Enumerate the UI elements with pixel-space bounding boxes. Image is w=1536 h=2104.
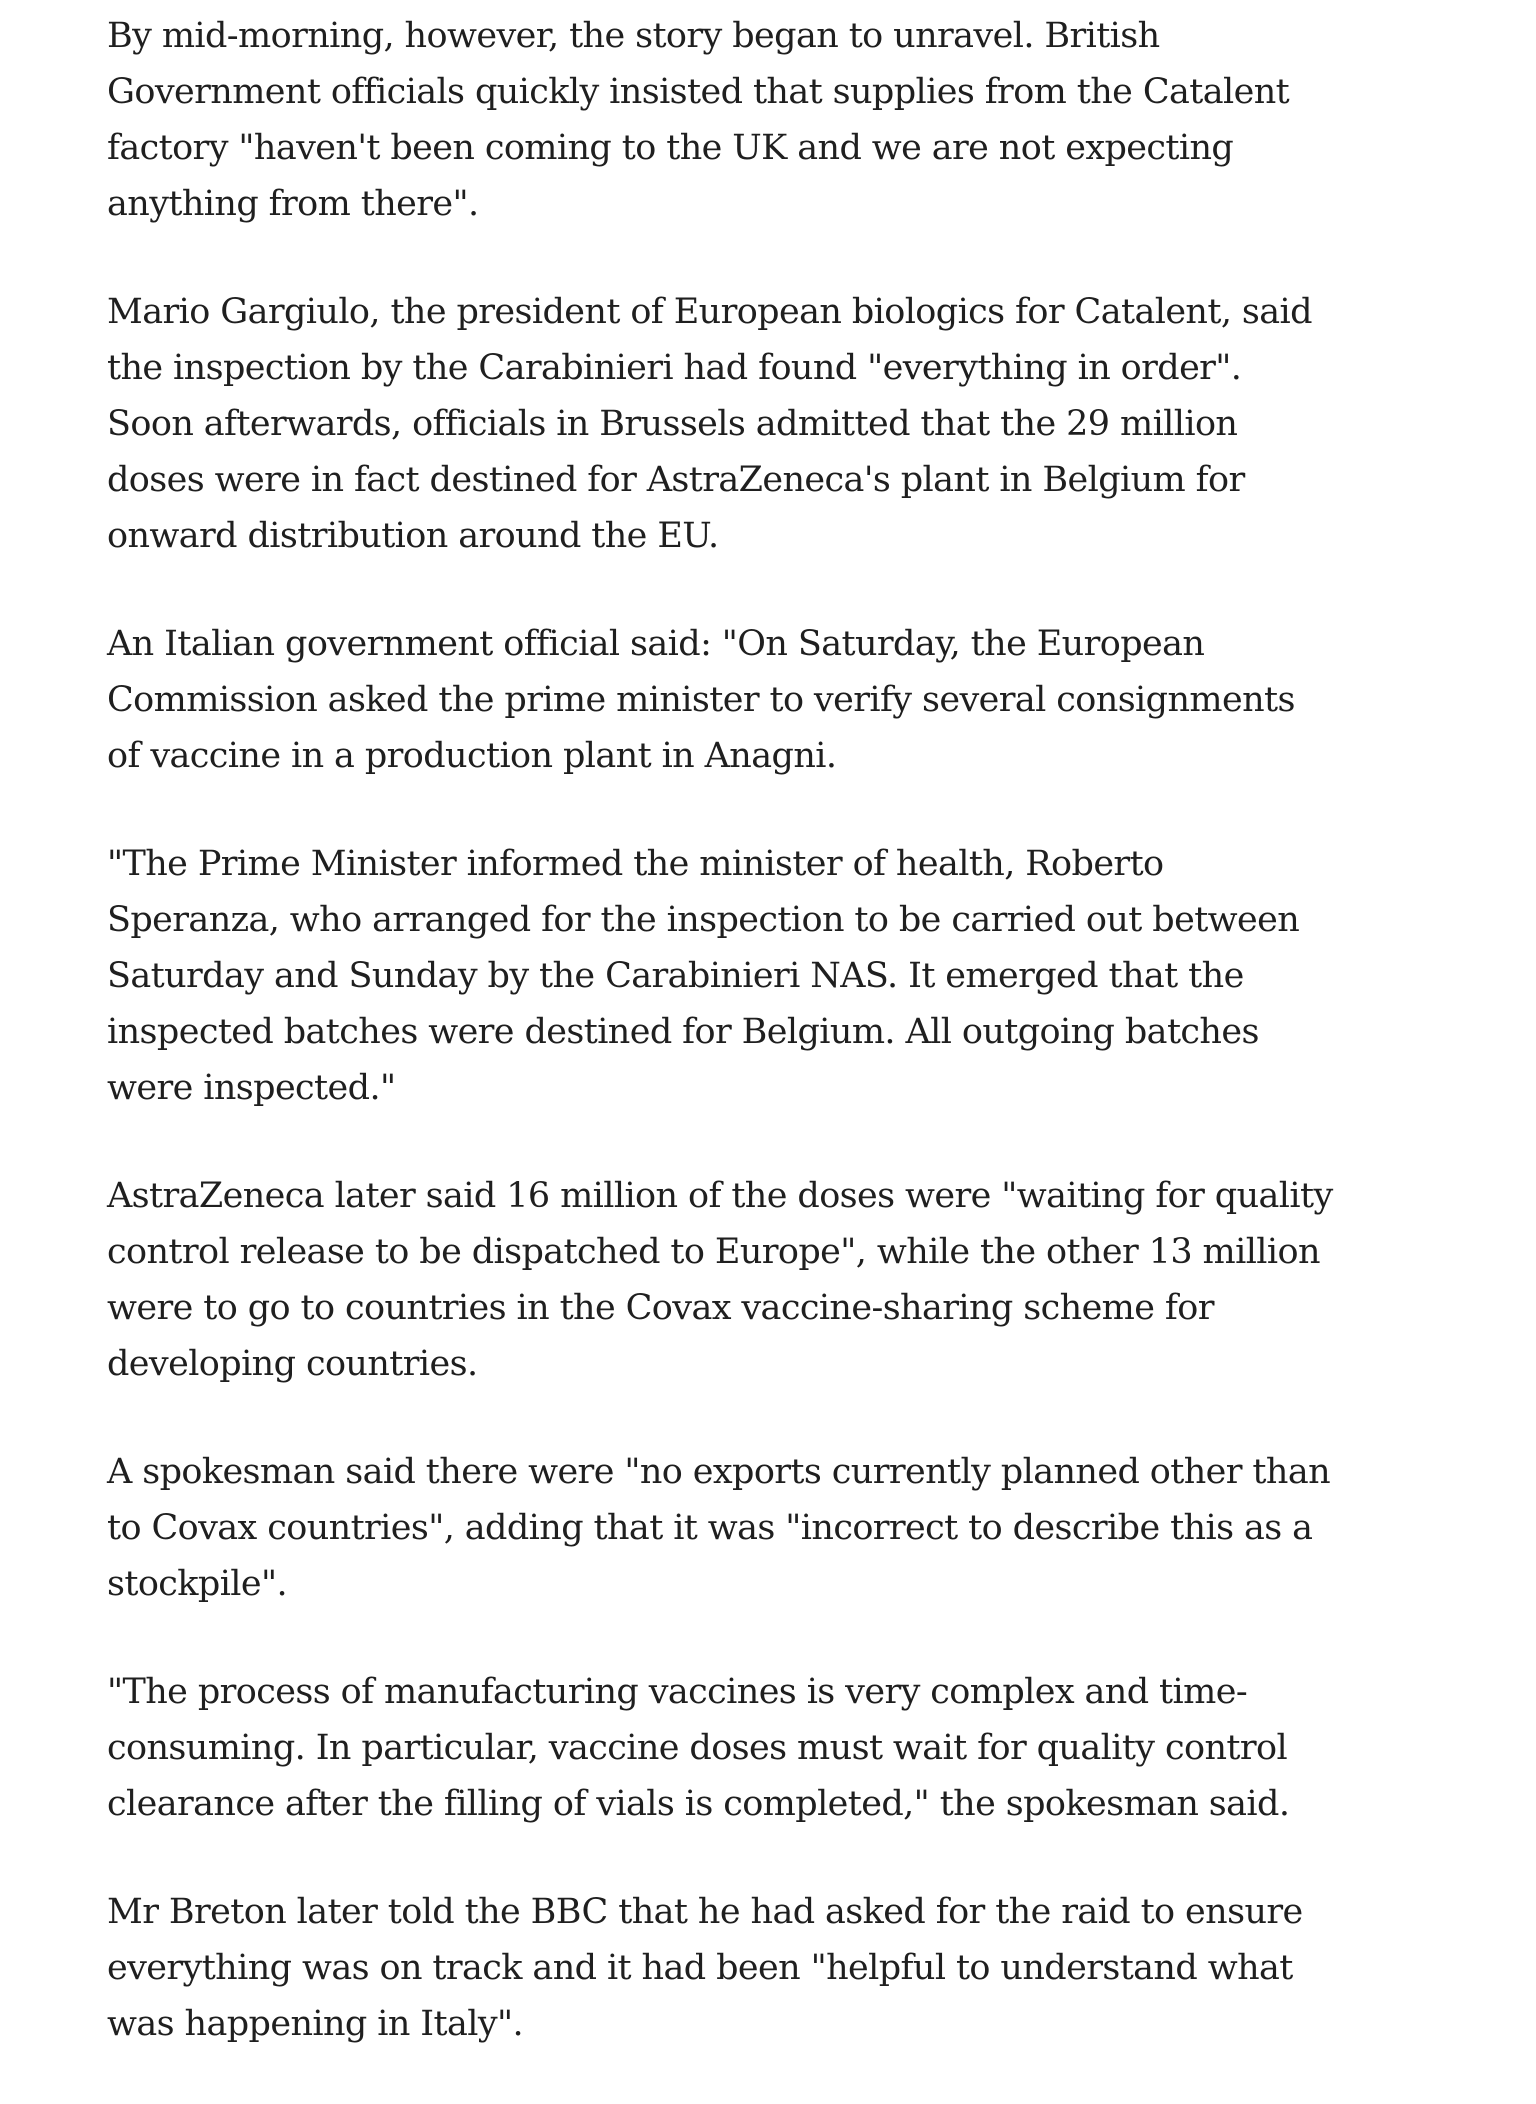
paragraph-7: "The process of manufacturing vaccines is very complex and time-consuming. In particular, vaccine doses must wait for quality control clearance after the filling of vials is completed," the spokesman said. (107, 1672, 1290, 1824)
paragraph-6: A spokesman said there were "no exports currently planned other than to Covax countries", adding that it was "incorrect to describe this as a stockpile". (107, 1452, 1331, 1604)
paragraph-3: An Italian government official said: "On Saturday, the European Commission asked the prime minister to verify several consignments of vaccine in a production plant in Anagni. (107, 624, 1295, 776)
paragraph-5: AstraZeneca later said 16 million of the doses were "waiting for quality control release to be dispatched to Europe", while the other 13 million were to go to countries in the Covax vaccine-sharing scheme for developing countries. (107, 1176, 1333, 1384)
paragraph-1: By mid-morning, however, the story began to unravel. British Government officials quickly insisted that supplies from the Catalent factory "haven't been coming to the UK and we are not expecting anything from there". (107, 16, 1290, 224)
article-body (107, 8, 1337, 2104)
paragraph-2: Mario Gargiulo, the president of European biologics for Catalent, said the inspection by the Carabinieri had found "everything in order". Soon afterwards, officials in Brussels admitted that the 29 million doses were in fact destined for AstraZeneca's plant in Belgium for onward distribution around the EU. (107, 292, 1312, 556)
paragraph-4: "The Prime Minister informed the minister of health, Roberto Speranza, who arranged for the inspection to be carried out between Saturday and Sunday by the Carabinieri NAS. It emerged that the inspected batches were destined for Belgium. All outgoing batches were inspected." (107, 844, 1300, 1108)
paragraph-8: Mr Breton later told the BBC that he had asked for the raid to ensure everything was on track and it had been "helpful to understand what was happening in Italy". (107, 1892, 1303, 2044)
